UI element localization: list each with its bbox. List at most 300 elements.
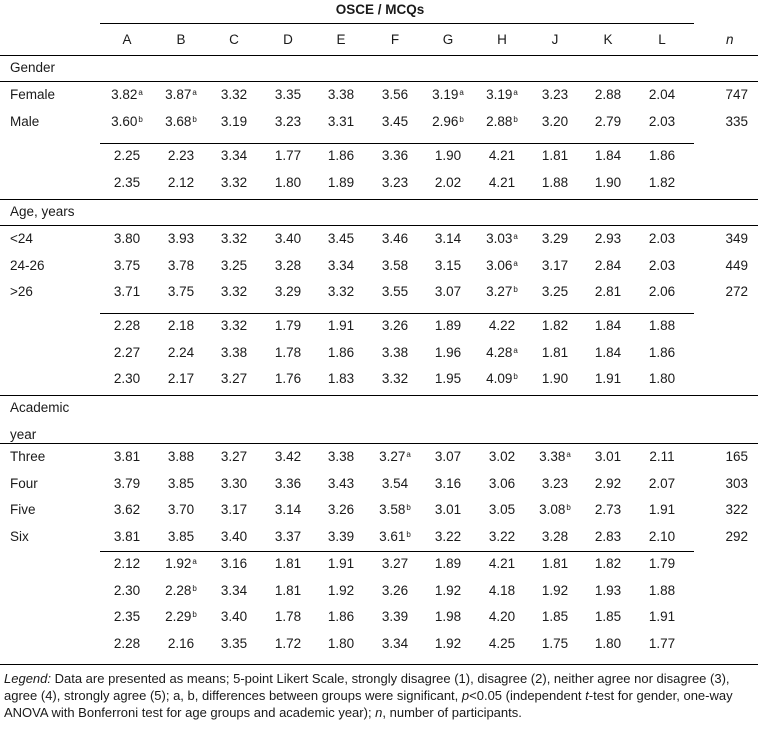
cell-value: 3.23 [541, 475, 569, 491]
table-cell [262, 449, 314, 465]
table-cell [101, 449, 153, 465]
table-cell [422, 148, 474, 164]
table-cell [582, 258, 634, 274]
cell-value: 2.02 [434, 174, 462, 190]
table-cell [529, 556, 581, 572]
cell-value: 1.93 [594, 582, 622, 598]
cell-value: 3.34 [327, 257, 355, 273]
cell-value: 3.03 [486, 231, 513, 246]
table-cell [208, 87, 260, 103]
table-cell [155, 258, 207, 274]
cell-value: 3.32 [327, 284, 355, 299]
cell-value: 1.79 [274, 318, 302, 333]
cell-value: 1.81 [541, 148, 569, 163]
table-cell [422, 175, 474, 191]
cell-value: 1.88 [648, 318, 676, 333]
cell-value: 3.40 [274, 231, 302, 246]
subgroup-rule [100, 551, 694, 552]
cell-value: 3.55 [381, 284, 409, 299]
table-cell [101, 371, 153, 387]
table-cell [208, 258, 260, 274]
table-cell [369, 449, 421, 465]
cell-value: 3.46 [381, 231, 409, 246]
cell-value: 3.36 [381, 148, 409, 163]
cell-value: 3.07 [434, 284, 462, 299]
cell-value: 3.32 [381, 371, 409, 386]
table-cell [529, 609, 581, 625]
n-value: 322 [725, 502, 748, 517]
cell-value: 3.34 [220, 148, 248, 163]
cell-value: 1.89 [434, 318, 462, 333]
cell-value: 3.16 [220, 556, 248, 571]
table-cell [636, 258, 688, 274]
cell-value: 1.81 [274, 556, 302, 571]
table-cell [208, 148, 260, 164]
significance-marker: a [513, 345, 518, 355]
table-cell [636, 502, 688, 518]
cell-value: 3.81 [113, 528, 141, 544]
cell-value: 2.96 [432, 113, 459, 129]
cell-value: 2.16 [167, 635, 195, 651]
cell-value: 3.05 [488, 502, 516, 517]
cell-value: 1.91 [327, 556, 355, 571]
table-cell [529, 87, 581, 103]
cell-value: 3.07 [434, 449, 462, 464]
cell-value: 1.75 [541, 635, 569, 651]
table-cell [422, 609, 474, 625]
table-cell [262, 371, 314, 387]
cell-value: 2.81 [594, 284, 622, 299]
table-cell [208, 231, 260, 247]
section-rule [0, 199, 758, 200]
cell-value: 3.17 [541, 257, 569, 273]
table-cell [208, 371, 260, 387]
significance-marker: b [513, 372, 518, 381]
cell-value: 2.24 [167, 344, 195, 360]
significance-marker: a [406, 450, 411, 459]
cell-value: 3.45 [381, 113, 409, 129]
table-cell [582, 609, 634, 625]
n-value: 335 [725, 113, 748, 129]
cell-value: 2.03 [648, 231, 676, 246]
cell-value: 1.78 [274, 344, 302, 360]
table-cell [101, 583, 153, 599]
table-cell [636, 371, 688, 387]
table-cell [476, 318, 528, 334]
cell-value: 3.34 [381, 635, 409, 651]
cell-value: 1.85 [594, 609, 622, 624]
cell-value: 3.01 [594, 449, 622, 464]
cell-value: 4.20 [488, 609, 516, 624]
table-cell [101, 476, 153, 492]
cell-value: 1.92 [434, 582, 462, 598]
significance-marker: a [513, 258, 518, 268]
table-cell [208, 284, 260, 300]
table-cell [155, 284, 207, 300]
column-header: K [603, 32, 613, 47]
cell-value: 2.92 [594, 475, 622, 491]
table-cell [422, 371, 474, 387]
table-cell [101, 636, 153, 652]
cell-value: 3.23 [274, 113, 302, 129]
cell-value: 3.82 [111, 87, 138, 102]
significance-marker: a [513, 232, 518, 241]
cell-value: 3.54 [381, 475, 409, 491]
table-cell [369, 476, 421, 492]
column-header: H [497, 32, 507, 47]
table-cell [636, 231, 688, 247]
table-legend [4, 670, 756, 721]
table-cell [582, 87, 634, 103]
header-underline [100, 23, 694, 24]
cell-value: 3.75 [113, 257, 141, 273]
table-cell [582, 636, 634, 652]
cell-value: 3.30 [220, 475, 248, 491]
cell-value: 3.22 [434, 528, 462, 544]
cell-value: 3.43 [327, 475, 355, 491]
table-cell [529, 284, 581, 300]
cell-value: 2.18 [167, 318, 195, 333]
table-cell [529, 529, 581, 545]
cell-value: 3.75 [167, 284, 195, 299]
table-cell [155, 114, 207, 130]
table-cell [315, 476, 367, 492]
table-cell [476, 502, 528, 518]
column-header: J [551, 32, 559, 47]
table-cell [529, 371, 581, 387]
legend-text-2: <0.05 (independent [469, 688, 586, 703]
cell-value: 1.91 [648, 502, 676, 517]
table-cell [636, 449, 688, 465]
section-label: Age, years [10, 204, 75, 219]
cell-value: 3.38 [381, 344, 409, 360]
cell-value: 3.27 [486, 284, 513, 299]
n-value: 449 [725, 257, 748, 273]
table-cell [582, 318, 634, 334]
cell-value: 3.32 [220, 174, 248, 190]
table-cell [582, 529, 634, 545]
cell-value: 2.30 [113, 582, 141, 598]
table-cell [155, 449, 207, 465]
significance-marker: b [406, 529, 411, 539]
table-cell [208, 556, 260, 572]
cell-value: 1.77 [648, 635, 676, 651]
n-value: 292 [725, 528, 748, 544]
cell-value: 3.56 [381, 87, 409, 102]
cell-value: 3.45 [327, 231, 355, 246]
table-cell [582, 556, 634, 572]
cell-value: 3.71 [113, 284, 141, 299]
cell-value: 1.90 [434, 148, 462, 163]
cell-value: 3.87 [165, 87, 192, 102]
cell-value: 1.82 [594, 556, 622, 571]
cell-value: 3.36 [274, 475, 302, 491]
table-cell [369, 609, 421, 625]
cell-value: 3.34 [220, 582, 248, 598]
n-value: 747 [725, 87, 748, 102]
cell-value: 3.38 [327, 87, 355, 102]
table-cell [315, 636, 367, 652]
significance-marker: a [513, 88, 518, 97]
table-cell [476, 556, 528, 572]
subgroup-rule [100, 313, 694, 314]
cell-value: 1.86 [327, 344, 355, 360]
cell-value: 3.06 [486, 257, 513, 273]
cell-value: 1.81 [274, 582, 302, 598]
table-cell [315, 87, 367, 103]
cell-value: 3.15 [434, 257, 462, 273]
cell-value: 3.29 [541, 231, 569, 246]
cell-value: 3.28 [274, 257, 302, 273]
cell-value: 2.88 [594, 87, 622, 102]
table-cell [208, 583, 260, 599]
cell-value: 3.14 [434, 231, 462, 246]
table-cell [101, 345, 153, 361]
cell-value: 3.19 [220, 113, 248, 129]
table-cell [422, 502, 474, 518]
table-cell [582, 476, 634, 492]
column-header: C [229, 32, 239, 47]
cell-value: 1.83 [327, 371, 355, 386]
table-cell [155, 148, 207, 164]
cell-value: 3.27 [220, 371, 248, 386]
cell-value: 3.06 [488, 475, 516, 491]
table-cell [529, 636, 581, 652]
table-cell [101, 502, 153, 518]
cell-value: 4.21 [488, 556, 516, 571]
n-column-header: n [726, 32, 734, 47]
table-cell [582, 502, 634, 518]
table-cell [155, 556, 207, 572]
cell-value: 1.80 [594, 635, 622, 651]
cell-value: 2.11 [649, 449, 675, 464]
table-cell [369, 529, 421, 545]
table-cell [529, 449, 581, 465]
table-bottom-rule [0, 664, 758, 665]
table-cell [636, 609, 688, 625]
row-label: 24-26 [10, 257, 45, 273]
legend-text-1: Data are presented as means; 5-point Likert Scale, strongly disagree (1), disagree (2), neither agree nor disagree (3), agree (4), strongly agree (5); a, b, differences between groups were significant, [4, 671, 730, 703]
section-rule [0, 55, 758, 56]
cell-value: 4.25 [488, 635, 516, 651]
table-cell [422, 284, 474, 300]
table-cell [636, 529, 688, 545]
significance-marker: b [192, 583, 197, 593]
table-cell [315, 345, 367, 361]
table-cell [529, 114, 581, 130]
table-cell [476, 87, 528, 103]
table-cell [476, 231, 528, 247]
table-cell [476, 583, 528, 599]
cell-value: 1.92 [165, 556, 192, 571]
cell-value: 3.26 [327, 502, 355, 517]
cell-value: 3.42 [274, 449, 302, 464]
significance-marker: a [192, 88, 197, 97]
cell-value: 3.70 [167, 502, 195, 517]
cell-value: 1.81 [541, 556, 569, 571]
cell-value: 3.85 [167, 528, 195, 544]
table-cell [369, 371, 421, 387]
cell-value: 4.09 [486, 371, 513, 386]
table-cell [529, 175, 581, 191]
table-cell [636, 476, 688, 492]
table-cell [315, 371, 367, 387]
cell-value: 4.28 [486, 344, 513, 360]
table-cell [369, 87, 421, 103]
table-cell [208, 529, 260, 545]
cell-value: 3.08 [539, 502, 566, 517]
significance-marker: b [406, 503, 411, 512]
cell-value: 3.27 [220, 449, 248, 464]
table-cell [262, 583, 314, 599]
cell-value: 3.27 [381, 556, 409, 571]
table-cell [529, 231, 581, 247]
cell-value: 1.90 [594, 174, 622, 190]
table-cell [582, 114, 634, 130]
table-cell [101, 87, 153, 103]
cell-value: 4.18 [488, 582, 516, 598]
table-cell [155, 636, 207, 652]
legend-label: Legend: [4, 671, 51, 686]
cell-value: 1.85 [541, 609, 569, 624]
row-label: Six [10, 528, 29, 544]
table-cell [262, 636, 314, 652]
cell-value: 3.38 [539, 449, 566, 464]
table-cell [101, 529, 153, 545]
cell-value: 2.17 [167, 371, 195, 386]
table-cell [315, 284, 367, 300]
cell-value: 3.85 [167, 475, 195, 491]
table-cell [529, 345, 581, 361]
cell-value: 1.92 [434, 635, 462, 651]
cell-value: 2.88 [486, 113, 513, 129]
cell-value: 3.27 [379, 449, 406, 464]
table-cell [315, 449, 367, 465]
cell-value: 1.92 [327, 582, 355, 598]
table-cell [422, 318, 474, 334]
cell-value: 1.86 [327, 609, 355, 624]
table-cell [315, 148, 367, 164]
row-label: Three [10, 449, 46, 464]
cell-value: 3.35 [220, 635, 248, 651]
cell-value: 2.35 [113, 609, 141, 624]
cell-value: 3.38 [220, 344, 248, 360]
cell-value: 1.84 [594, 344, 622, 360]
cell-value: 3.58 [381, 257, 409, 273]
table-cell [315, 231, 367, 247]
row-label: >26 [10, 284, 33, 299]
table-cell [155, 87, 207, 103]
table-cell [369, 284, 421, 300]
table-cell [369, 318, 421, 334]
cell-value: 1.89 [327, 174, 355, 190]
cell-value: 1.81 [541, 344, 569, 360]
significance-marker: a [138, 88, 143, 97]
cell-value: 3.22 [488, 528, 516, 544]
significance-marker: b [566, 503, 571, 512]
cell-value: 1.95 [434, 371, 462, 386]
table-cell [208, 114, 260, 130]
cell-value: 2.06 [648, 284, 676, 299]
cell-value: 3.23 [541, 87, 569, 102]
table-cell [636, 284, 688, 300]
row-label: Five [10, 502, 36, 517]
table-cell [636, 87, 688, 103]
cell-value: 3.25 [541, 284, 569, 299]
table-cell [422, 476, 474, 492]
cell-value: 1.86 [648, 344, 676, 360]
table-cell [155, 502, 207, 518]
table-cell [476, 636, 528, 652]
column-header: D [283, 32, 293, 47]
table-cell [315, 175, 367, 191]
significance-marker: a [566, 450, 571, 459]
table-cell [208, 502, 260, 518]
table-cell [262, 87, 314, 103]
table-cell [529, 258, 581, 274]
table-cell [636, 175, 688, 191]
table-cell [208, 318, 260, 334]
cell-value: 1.84 [594, 148, 622, 163]
table-cell [476, 284, 528, 300]
table-cell [369, 345, 421, 361]
cell-value: 1.82 [648, 174, 676, 190]
cell-value: 1.79 [648, 556, 676, 571]
table-cell [476, 148, 528, 164]
table-cell [422, 636, 474, 652]
cell-value: 3.16 [434, 475, 462, 491]
table-cell [422, 449, 474, 465]
table-cell [315, 258, 367, 274]
table-cell [101, 556, 153, 572]
table-cell [262, 114, 314, 130]
table-cell [529, 476, 581, 492]
cell-value: 3.93 [167, 231, 195, 246]
section-header-rule [0, 81, 758, 82]
table-cell [422, 583, 474, 599]
cell-value: 3.40 [220, 528, 248, 544]
table-cell [582, 284, 634, 300]
cell-value: 3.60 [111, 113, 138, 129]
table-cell [315, 318, 367, 334]
cell-value: 1.90 [541, 371, 569, 386]
table-cell [155, 345, 207, 361]
table-cell [636, 636, 688, 652]
cell-value: 2.04 [648, 87, 676, 102]
cell-value: 2.28 [113, 318, 141, 333]
cell-value: 2.07 [648, 475, 676, 491]
cell-value: 3.62 [113, 502, 141, 517]
table-cell [476, 175, 528, 191]
table-cell [636, 345, 688, 361]
table-cell [582, 345, 634, 361]
cell-value: 2.83 [594, 528, 622, 544]
table-cell [369, 556, 421, 572]
cell-value: 3.78 [167, 257, 195, 273]
table-cell [529, 148, 581, 164]
table-cell [636, 556, 688, 572]
table-cell [315, 529, 367, 545]
cell-value: 3.19 [486, 87, 513, 102]
cell-value: 3.39 [381, 609, 409, 624]
cell-value: 1.76 [274, 371, 302, 386]
legend-text-4: , number of participants. [382, 705, 522, 720]
table-cell [262, 175, 314, 191]
table-cell [369, 175, 421, 191]
cell-value: 3.17 [220, 502, 248, 517]
column-header: L [658, 32, 666, 47]
table-cell [208, 345, 260, 361]
